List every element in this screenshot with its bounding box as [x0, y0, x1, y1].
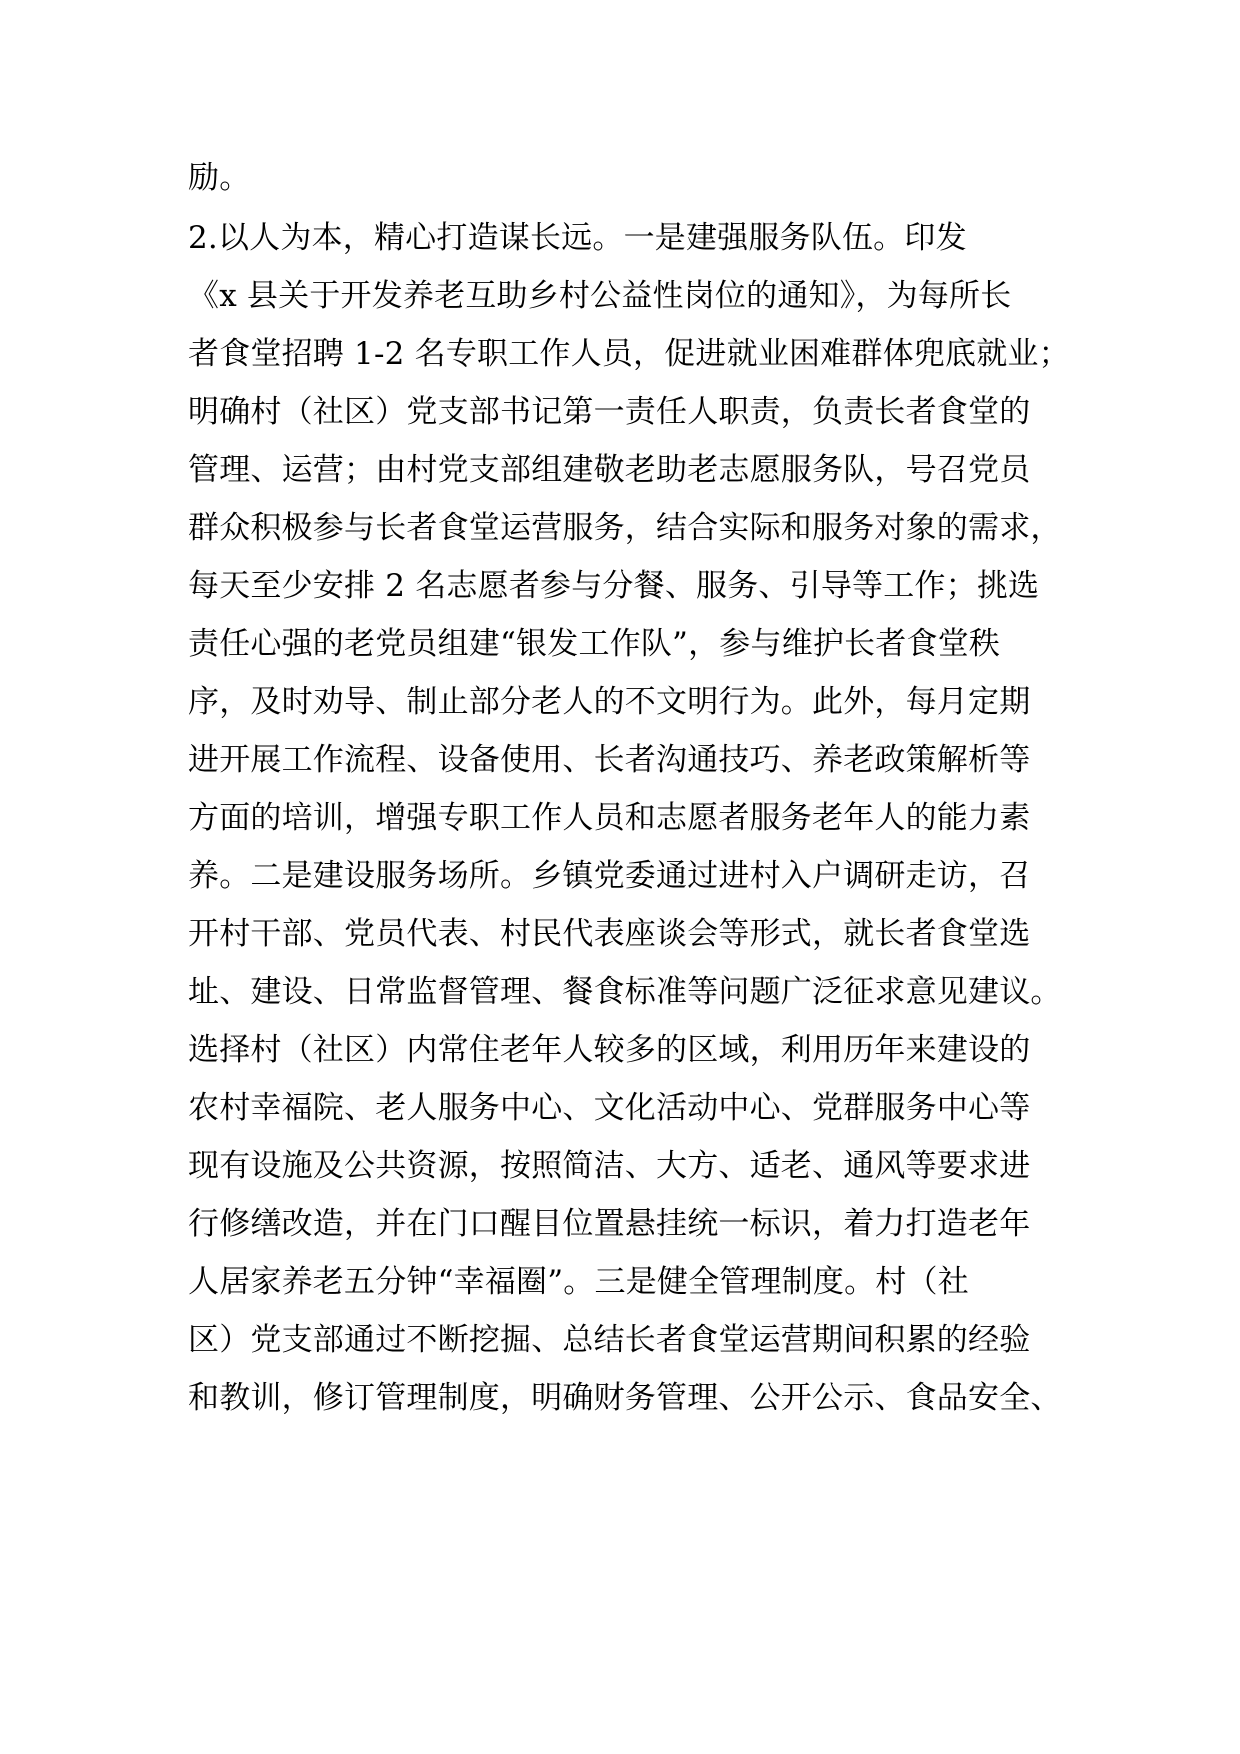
text-line: 人居家养老五分钟“幸福圈”。三是健全管理制度。村（社 — [188, 1264, 969, 1300]
text-line: 开村干部、党员代表、村民代表座谈会等形式，就长者食堂选 — [188, 916, 1031, 952]
text-line: 养。二是建设服务场所。乡镇党委通过进村入户调研走访，召 — [188, 858, 1031, 894]
text-line: 农村幸福院、老人服务中心、文化活动中心、党群服务中心等 — [188, 1090, 1031, 1126]
text-line: 区）党支部通过不断挖掘、总结长者食堂运营期间积累的经验 — [188, 1322, 1031, 1358]
text-line: 责任心强的老党员组建“银发工作队”，参与维护长者食堂秩 — [188, 626, 1001, 662]
text-line: 明确村（社区）党支部书记第一责任人职责，负责长者食堂的 — [188, 394, 1031, 430]
text-line: 址、建设、日常监督管理、餐食标准等问题广泛征求意见建议。 — [188, 974, 1062, 1010]
text-line: 2.以人为本，精心打造谋长远。一是建强服务队伍。印发 — [188, 220, 967, 256]
text-line: 方面的培训，增强专职工作人员和志愿者服务老年人的能力素 — [188, 800, 1031, 836]
text-line: 管理、运营；由村党支部组建敬老助老志愿服务队，号召党员 — [188, 452, 1031, 488]
text-line: 现有设施及公共资源，按照简洁、大方、适老、通风等要求进 — [188, 1148, 1031, 1184]
text-line: 选择村（社区）内常住老年人较多的区域，利用历年来建设的 — [188, 1032, 1031, 1068]
text-line: 《x 县关于开发养老互助乡村公益性岗位的通知》，为每所长 — [188, 278, 1012, 314]
text-line: 行修缮改造，并在门口醒目位置悬挂统一标识，着力打造老年 — [188, 1206, 1031, 1242]
text-line: 序，及时劝导、制止部分老人的不文明行为。此外，每月定期 — [188, 684, 1031, 720]
text-line: 进开展工作流程、设备使用、长者沟通技巧、养老政策解析等 — [188, 742, 1031, 778]
text-line: 和教训，修订管理制度，明确财务管理、公开公示、食品安全、 — [188, 1380, 1062, 1416]
text-line: 群众积极参与长者食堂运营服务，结合实际和服务对象的需求， — [188, 510, 1062, 546]
text-line: 励。 — [188, 160, 251, 196]
text-line: 者食堂招聘 1-2 名专职工作人员，促进就业困难群体兜底就业； — [188, 336, 1070, 372]
text-line: 每天至少安排 2 名志愿者参与分餐、服务、引导等工作；挑选 — [188, 568, 1040, 604]
